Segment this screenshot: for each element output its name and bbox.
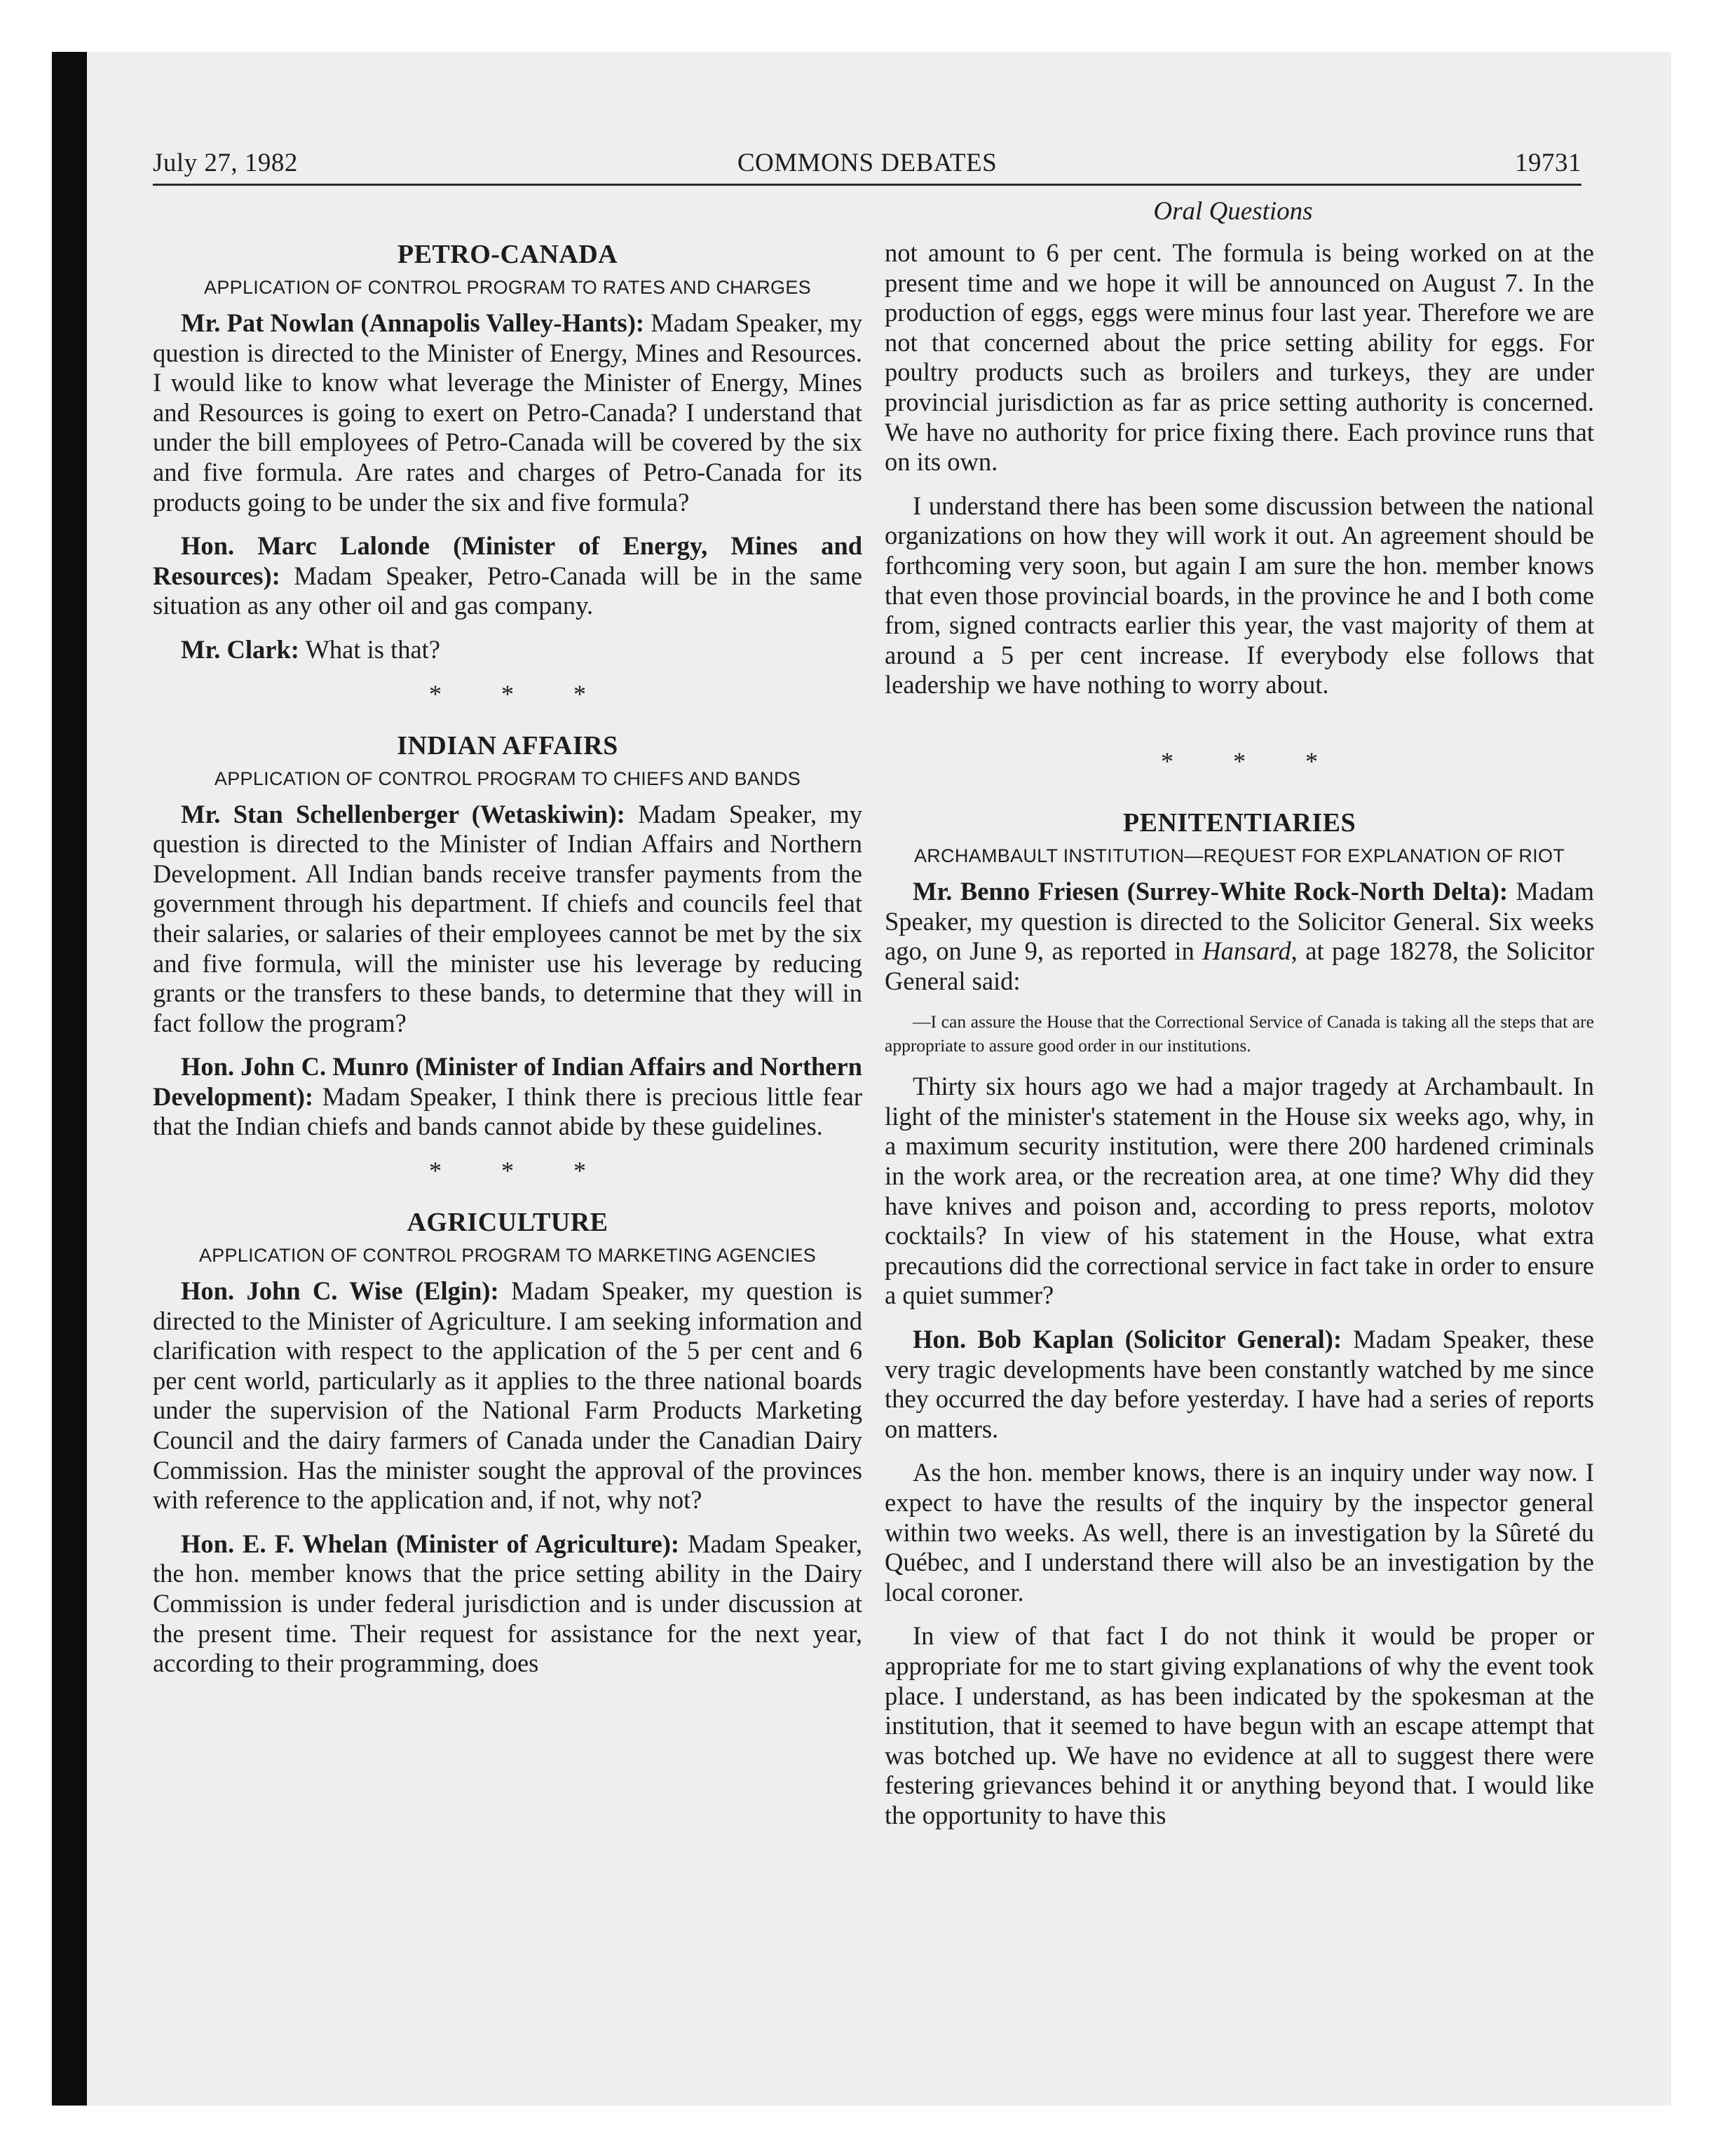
paragraph: [153, 531, 862, 621]
speaker-name: Mr. Pat Nowlan (Annapolis Valley-Hants):: [181, 308, 645, 337]
section-title-penitentiaries: PENITENTIARIES: [1122, 807, 1356, 838]
section-title-indian-affairs: INDIAN AFFAIRS: [397, 730, 618, 760]
paragraph: As the hon. member knows, there is an inquiry under way now. I expect to have the results of the inquiry by the inspector general within two weeks. As well, there is an investigation by la Sûreté du Québec, and I understand there will also be an investigation by the local coroner.: [885, 1458, 1594, 1606]
paragraph: [153, 1052, 862, 1142]
speech-text: Madam Speaker, I think there is precious little fear that the Indian chiefs and bands cannot abide by these guidelines.: [153, 1082, 862, 1141]
speech-text: Madam Speaker, my question is directed to the Solicitor General. Six weeks ago, on June 9, as reported in: [885, 876, 1595, 966]
paragraph: [153, 1276, 862, 1515]
speech-text: Madam Speaker, my question is directed to the Minister of Indian Affairs and Northern Development. All Indian bands receive transfer payments from the government through his department. If chiefs and councils feel that their salaries, or salaries of their employees cannot be met by the six and five formula, will the minister use his leverage by reducing grants or the transfers to these bands, to determine that they will in fact follow the program?: [153, 799, 863, 1037]
right-column: [885, 238, 1594, 1845]
section-separator: * * *: [429, 1157, 613, 1185]
running-section-title: Oral Questions: [1153, 197, 1313, 226]
paragraph: I understand there has been some discussion between the national organizations on how they will work it out. An agreement should be forthcoming very soon, but again I am sure the hon. member knows that even those provincial boards, in the province he and I both come from, signed contracts earlier this year, the vast majority of them at around a 5 per cent increase. If everybody else follows that leadership we have nothing to worry about.: [885, 491, 1594, 700]
block-quote: —I can assure the House that the Correctional Service of Canada is taking all the steps that are appropriate to assure good order in our institutions.: [885, 1011, 1594, 1056]
speaker-name: Hon. Marc Lalonde (Minister of Energy, Mines and Resources):: [153, 531, 862, 590]
paragraph: [153, 308, 862, 517]
speaker-name: Mr. Stan Schellenberger (Wetaskiwin):: [181, 799, 625, 828]
speaker-name: Hon. E. F. Whelan (Minister of Agriculture):: [181, 1529, 680, 1558]
section-subtitle-indian-affairs: APPLICATION OF CONTROL PROGRAM TO CHIEFS AND BANDS: [214, 767, 801, 789]
paragraph: [153, 1529, 862, 1679]
paragraph: not amount to 6 per cent. The formula is being worked on at the present time and we hope it will be announced on August 7. In the production of eggs, eggs were minus four last year. Therefore we are not that concerned about the price setting ability for eggs. For poultry products such as broilers and turkeys, they are under provincial jurisdiction as far as price setting authority is concerned. We have no authority for price fixing there. Each province runs that on its own.: [885, 238, 1594, 477]
speaker-name: Mr. Clark:: [181, 634, 299, 664]
header-publication: COMMONS DEBATES: [737, 149, 998, 177]
left-column: [153, 238, 862, 1693]
speaker-name: Mr. Benno Friesen (Surrey-White Rock-North Delta):: [913, 876, 1509, 906]
speaker-name: Hon. John C. Munro (Minister of Indian Affairs and Northern Development):: [153, 1052, 862, 1111]
speech-text: Madam Speaker, my question is directed to the Minister of Energy, Mines and Resources. I would like to know what leverage the Minister of Energy, Mines and Resources is going to exert on Petro-Canada? I understand that under the bill employees of Petro-Canada will be covered by the six and five formula. Are rates and charges of Petro-Canada for its products going to be under the six and five formula?: [153, 308, 863, 517]
binding-edge: [52, 52, 87, 2106]
page-header: [153, 144, 1581, 186]
speech-text: Madam Speaker, these very tragic developments have been constantly watched by me since they occurred the day before yesterday. I have had a series of reports on matters.: [885, 1325, 1595, 1443]
speech-text: , at page 18278, the Solicitor General said:: [885, 936, 1594, 995]
header-page-number: 19731: [1515, 149, 1581, 177]
section-title-agriculture: AGRICULTURE: [407, 1208, 608, 1238]
speaker-name: Hon. John C. Wise (Elgin):: [181, 1276, 499, 1306]
speech-text: Madam Speaker, Petro-Canada will be in the same situation as any other oil and gas company.: [153, 561, 863, 620]
section-subtitle-penitentiaries: ARCHAMBAULT INSTITUTION—REQUEST FOR EXPLANATION OF RIOT: [913, 845, 1565, 866]
header-date: July 27, 1982: [153, 149, 298, 177]
paragraph: [885, 1325, 1594, 1444]
paragraph: [885, 877, 1594, 996]
speaker-name: Hon. Bob Kaplan (Solicitor General):: [913, 1325, 1342, 1354]
speech-text: Madam Speaker, my question is directed to the Minister of Agriculture. I am seeking information and clarification with respect to the application of the 5 per cent and 6 per cent world, particularly as it applies to the three national boards under the supervision of the National Farm Products Marketing Council and the dairy farmers of Canada under the Canadian Dairy Commission. Has the minister sought the approval of the provinces with reference to the application and, if not, why not?: [153, 1276, 862, 1515]
speech-text: What is that?: [305, 634, 441, 664]
section-separator: * * *: [1161, 746, 1345, 775]
section-separator: * * *: [429, 679, 613, 708]
paragraph: In view of that fact I do not think it would be proper or appropriate for me to start giving explanations of why the event took place. I understand, as has been indicated by the spokesman at the institution, that it seemed to have begun with an escape attempt that was botched up. We have no evidence at all to suggest there were festering grievances behind it or anything beyond that. I would like the opportunity to have this: [885, 1621, 1594, 1829]
section-title-petro-canada: PETRO-CANADA: [397, 240, 618, 269]
italic-reference: Hansard: [1202, 936, 1291, 966]
paragraph: [153, 635, 862, 665]
speech-text: Madam Speaker, the hon. member knows that the price setting ability in the Dairy Commission is under federal jurisdiction and is under discussion at the present time. Their request for assistance for the next year, according to their programming, does: [153, 1529, 862, 1678]
paragraph: [153, 800, 862, 1039]
section-subtitle-agriculture: APPLICATION OF CONTROL PROGRAM TO MARKETING AGENCIES: [198, 1245, 817, 1267]
section-subtitle-petro-canada: APPLICATION OF CONTROL PROGRAM TO RATES AND CHARGES: [204, 277, 811, 298]
paragraph: Thirty six hours ago we had a major tragedy at Archambault. In light of the minister's statement in the House six weeks ago, why, in a maximum security institution, were there 200 hardened criminals in the work area, or the recreation area, at one time? Why did they have knives and poison and, according to press reports, molotov cocktails? In view of his statement in the House, what extra precautions did the correctional service in fact take in order to ensure a quiet summer?: [885, 1072, 1594, 1310]
